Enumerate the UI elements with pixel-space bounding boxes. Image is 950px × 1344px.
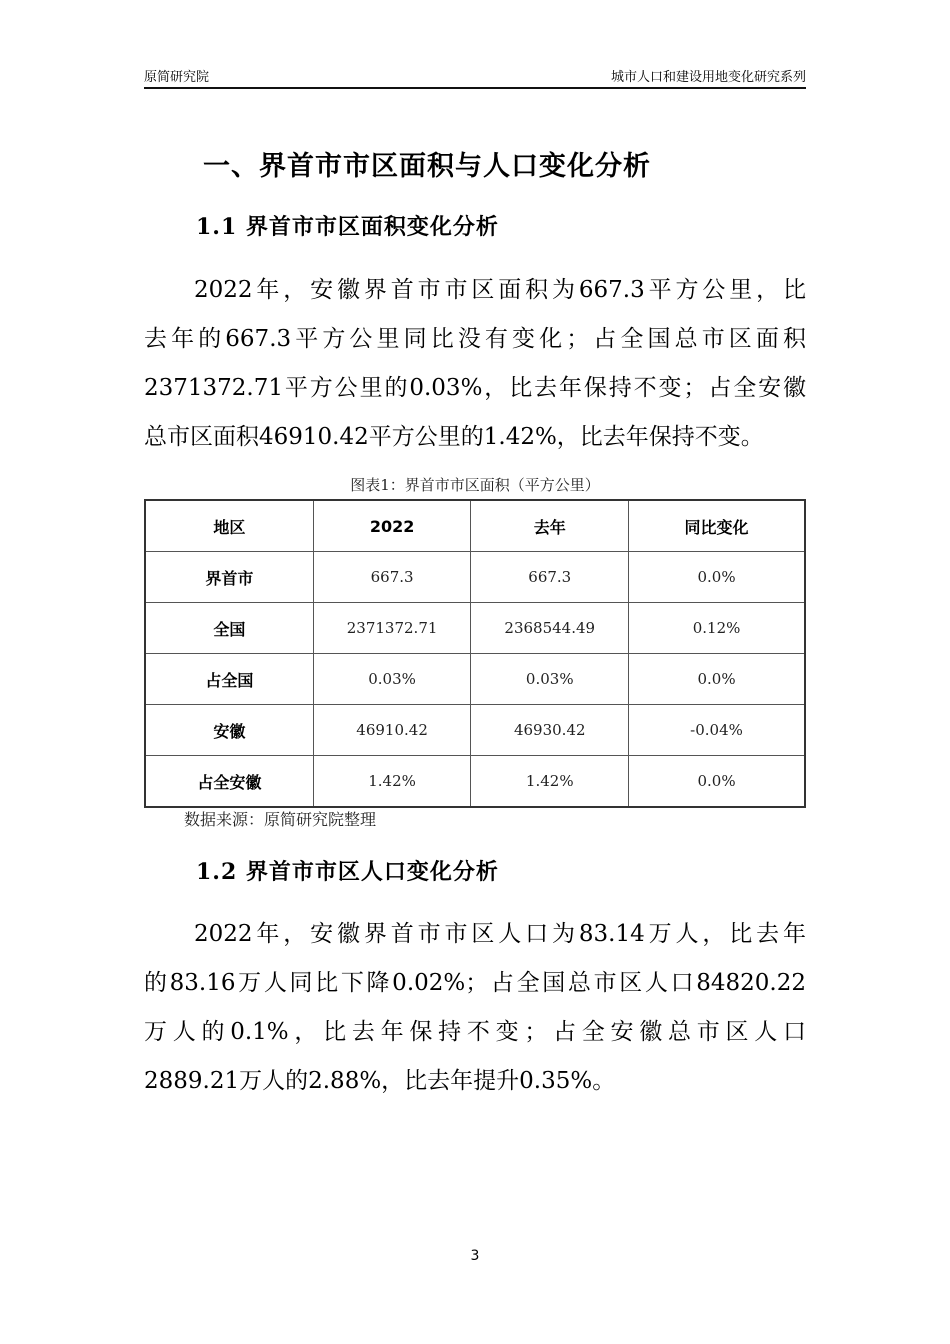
table-row bbox=[145, 705, 805, 756]
cell-last-year: 667.3 bbox=[471, 552, 629, 603]
section-title: 一、界首市市区面积与人口变化分析 bbox=[203, 151, 651, 182]
paragraph-line: 2371372.71平方公里的0.03%，比去年保持不变；占全安徽 bbox=[144, 375, 806, 401]
page-header bbox=[144, 66, 806, 88]
cell-yoy-change: -0.04% bbox=[629, 705, 805, 756]
paragraph-line: 万人的0.1%，比去年保持不变；占全安徽总市区人口 bbox=[144, 1019, 806, 1045]
paragraph-line: 2022年，安徽界首市市区面积为667.3平方公里，比 bbox=[194, 277, 806, 303]
table-row bbox=[145, 603, 805, 654]
table-row bbox=[145, 552, 805, 603]
cell-yoy-change: 0.12% bbox=[629, 603, 805, 654]
row-label: 安徽 bbox=[145, 705, 313, 756]
column-header-last-year: 去年 bbox=[471, 500, 629, 552]
table-row bbox=[145, 654, 805, 705]
page-number: 3 bbox=[470, 1248, 480, 1264]
subsection-title-area: 1.1 界首市市区面积变化分析 bbox=[196, 214, 499, 240]
paragraph-line: 总市区面积46910.42平方公里的1.42%，比去年保持不变。 bbox=[144, 424, 764, 450]
paragraph-line: 去年的667.3平方公里同比没有变化；占全国总市区面积 bbox=[144, 326, 806, 352]
table-header-row bbox=[145, 500, 805, 552]
table-row bbox=[145, 756, 805, 808]
header-series-title: 城市人口和建设用地变化研究系列 bbox=[610, 70, 806, 85]
cell-2022: 1.42% bbox=[313, 756, 471, 808]
row-label: 占全国 bbox=[145, 654, 313, 705]
area-table bbox=[144, 499, 806, 808]
paragraph-line: 2889.21万人的2.88%，比去年提升0.35%。 bbox=[144, 1068, 616, 1094]
paragraph-line: 的83.16万人同比下降0.02%；占全国总市区人口84820.22 bbox=[144, 970, 806, 996]
table-source-note: 数据来源：原简研究院整理 bbox=[184, 810, 377, 829]
cell-last-year: 46930.42 bbox=[471, 705, 629, 756]
cell-2022: 0.03% bbox=[313, 654, 471, 705]
cell-last-year: 0.03% bbox=[471, 654, 629, 705]
subsection-title-population: 1.2 界首市市区人口变化分析 bbox=[196, 859, 499, 885]
cell-last-year: 2368544.49 bbox=[471, 603, 629, 654]
cell-2022: 2371372.71 bbox=[313, 603, 471, 654]
paragraph-line: 2022年，安徽界首市市区人口为83.14万人，比去年 bbox=[194, 921, 806, 947]
cell-yoy-change: 0.0% bbox=[629, 552, 805, 603]
table-caption: 图表1：界首市市区面积（平方公里） bbox=[350, 476, 600, 494]
column-header-region: 地区 bbox=[145, 500, 313, 552]
row-label: 占全安徽 bbox=[145, 756, 313, 808]
column-header-2022: 2022 bbox=[313, 500, 471, 552]
header-divider bbox=[144, 87, 806, 89]
row-label: 界首市 bbox=[145, 552, 313, 603]
cell-yoy-change: 0.0% bbox=[629, 654, 805, 705]
row-label: 全国 bbox=[145, 603, 313, 654]
header-org-name: 原简研究院 bbox=[144, 70, 210, 85]
cell-yoy-change: 0.0% bbox=[629, 756, 805, 808]
area-paragraph bbox=[144, 266, 806, 462]
cell-2022: 46910.42 bbox=[313, 705, 471, 756]
population-paragraph bbox=[144, 910, 806, 1106]
cell-last-year: 1.42% bbox=[471, 756, 629, 808]
column-header-yoy-change: 同比变化 bbox=[629, 500, 805, 552]
cell-2022: 667.3 bbox=[313, 552, 471, 603]
